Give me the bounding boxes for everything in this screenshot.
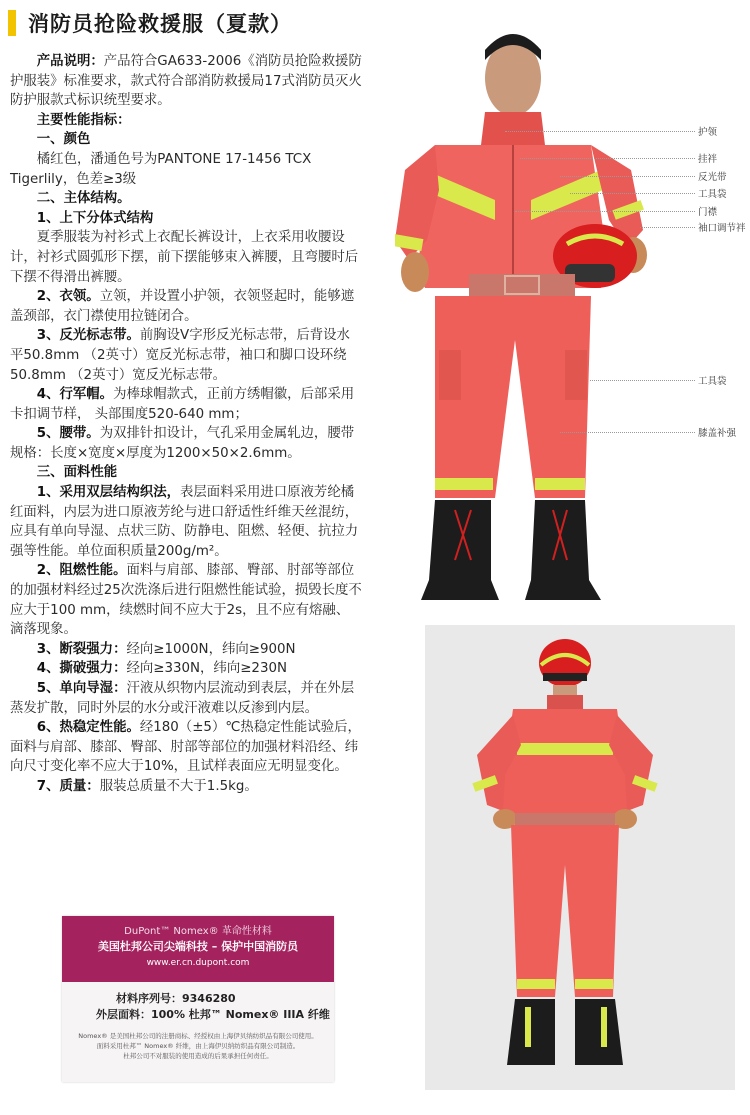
intro-text: 产品符合GA633-2006《消防员抢险救援防护服装》标准要求，款式符合部消防救援局17式消防员灭火防护服款式标识统型要求。 (10, 54, 362, 109)
back-trousers-shape (511, 825, 619, 997)
label-line-5 (515, 211, 695, 212)
label-tab: 挂袢 (698, 154, 718, 165)
belt-shape (469, 274, 575, 296)
collar-text: 立领，并设置小护领，衣领竖起时，能够遮盖颈部，衣门襟使用拉链闭合。 (10, 289, 355, 324)
label-line-2 (520, 158, 695, 159)
label-line-4 (570, 193, 695, 194)
page-title: 消防员抢险救援服（夏款） (28, 12, 292, 36)
card-website: www.er.cn.dupont.com (146, 958, 250, 968)
cap-text: 为棒球帽款式，正前方绣帽徽，后部采用卡扣调节样， 头部围度520-640 mm； (10, 387, 355, 422)
front-view-figure (395, 20, 665, 610)
back-jacket-shape (499, 709, 631, 815)
label-knee-reinforce: 膝盖补强 (698, 428, 737, 439)
label-line-8 (560, 432, 695, 433)
label-reflective: 反光带 (698, 172, 727, 183)
card-outer-fabric: 外层面料：100% 杜邦™ Nomex® IIIA 纤维 (96, 1008, 330, 1021)
label-line-1 (505, 131, 695, 132)
card-line-2: 美国杜邦公司尖端科技 – 保护中国消防员 (97, 940, 299, 953)
fabric-5-text: 汗液从织物内层流动到表层，并在外层蒸发扩散，同时外层的水分或汗液难以反渗到内层。 (10, 681, 355, 716)
right-boot (525, 500, 601, 600)
section-fabric-heading: 三、面料性能 (36, 465, 118, 481)
fabric-7-text: 服装总质量不大于1.5kg。 (99, 778, 258, 794)
dupont-nomex-label-card (62, 916, 334, 1082)
belt-text: 为双排针扣设计，气孔采用金属轧边，腰带规格：长度×宽度×厚度为1200×50×2.6mm。 (10, 426, 355, 461)
label-placket: 门襟 (698, 207, 718, 218)
title-accent-bar (8, 10, 16, 36)
card-small-2: 面料采用杜邦™ Nomex® 纤维，由上海伊贝纳纺织品有限公司制造。 (96, 1042, 300, 1050)
fabric-6-text: 经180（±5）℃热稳定性能试验后，面料与肩部、膝部、臀部、肘部等部位的加强材料沿经、纬向尺寸变化率不应大于10%，且试样表面应无明显变化。 (10, 720, 361, 775)
section-color-text: 橘红色，潘通色号为PANTONE 17-1456 TCX Tigerlily，色差≥3级 (10, 151, 312, 187)
label-tool-pocket-top: 工具袋 (698, 189, 727, 200)
fabric-1-label: 1、采用双层结构织法， (36, 485, 181, 501)
cap-label: 4、行军帽。 (36, 387, 114, 403)
fabric-5-label: 5、单向导湿： (36, 681, 127, 696)
label-cuff-tab: 袖口调节袢 (698, 223, 746, 234)
back-view-panel (425, 625, 735, 1090)
belt-label: 5、腰带。 (36, 426, 100, 442)
fabric-2-label: 2、阻燃性能。 (36, 563, 127, 579)
fabric-7-label: 7、质量： (36, 778, 100, 794)
ankle-reflective-stripe (435, 478, 493, 490)
main-heading: 主要性能指标： (36, 112, 131, 128)
label-line-3 (560, 176, 695, 177)
fabric-3-label: 3、断裂强力： (36, 641, 127, 657)
fabric-3-text: 经向≥1000N，纬向≥900N (126, 641, 296, 657)
collar-shape (481, 112, 545, 145)
left-boot (421, 500, 499, 600)
label-collar-guard: 护领 (698, 127, 718, 138)
spec-text (10, 52, 362, 797)
section-color-heading: 一、颜色 (36, 132, 91, 148)
fabric-2-text: 面料与肩部、膝部、臀部、肘部等部位的加强材料经过25次洗涤后进行阻燃性能试验，损毁长度不应大于100 mm，续燃时间不应大于2s，且不应有熔融、滴落现象。 (10, 563, 362, 638)
collar-label: 2、衣领。 (36, 289, 100, 305)
fabric-6-label: 6、热稳定性能。 (36, 720, 140, 736)
structure-1-text: 夏季服装为衬衫式上衣配长裤设计，上衣采用收腰设计，衬衫式圆弧形下摆，前下摆能够束入裤腰，且弯腰时后下摆不得滑出裤腰。 (10, 230, 359, 285)
intro-label: 产品说明： (36, 54, 104, 69)
section-structure-heading: 二、主体结构。 (36, 191, 131, 207)
fabric-4-label: 4、撕破强力： (36, 661, 127, 677)
structure-1-heading: 1、上下分体式结构 (36, 210, 154, 226)
back-reflective-stripe (517, 743, 613, 755)
fabric-4-text: 经向≥330N，纬向≥230N (126, 661, 288, 677)
reflective-label: 3、反光标志带。 (36, 328, 140, 344)
back-view-figure (425, 625, 735, 1090)
card-line-1: DuPont™ Nomex® 革命性材料 (124, 926, 272, 937)
card-small-1: Nomex® 是美国杜邦公司的注册商标、经授权由上海伊贝纳纺织品有限公司使用。 (78, 1032, 318, 1040)
label-tool-pocket-bottom: 工具袋 (698, 376, 727, 387)
reflective-text: 前胸设V字形反光标志带，后背设水平50.8mm （2英寸）宽反光标志带，袖口和脚口设环绕50.8mm （2英寸）宽反光标志带。 (10, 328, 350, 383)
card-small-3: 杜邦公司不对服装的使用造成的后果承担任何责任。 (123, 1052, 273, 1060)
label-line-7 (590, 380, 695, 381)
label-line-6 (640, 227, 695, 228)
fabric-1-text: 表层面料采用进口原液芳纶橘红面料，内层为进口原液芳纶与进口舒适性纤维天丝混纺，应具有单向导湿、点状三防、防静电、阻燃、轻便、抗拉力强等性能。单位面积质量200g/m²。 (10, 485, 359, 559)
card-serial: 材料序列号：9346280 (116, 992, 236, 1005)
